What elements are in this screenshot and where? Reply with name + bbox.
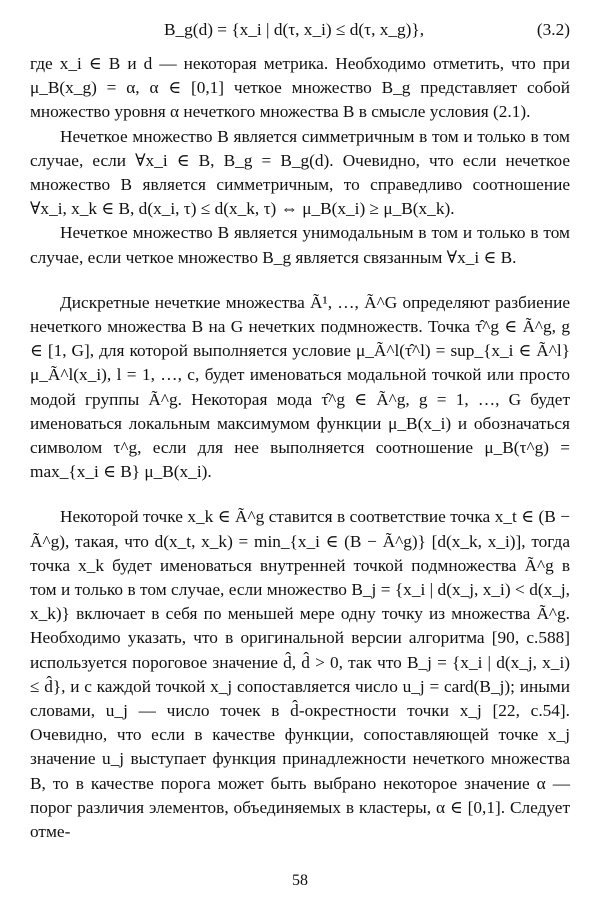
formula-row [30, 14, 570, 44]
paragraph-3: Нечеткое множество B является унимодальным в том и только в том случае, если четкое множество B_g является связанным ∀x_i ∈ B. [30, 223, 570, 267]
page-number: 58 [292, 872, 308, 889]
body-text [30, 52, 570, 844]
paragraph-5: Некоторой точке x_k ∈ Ã^g ставится в соответствие точка x_t ∈ (B − Ã^g), такая, что d(x_t, x_k) = min_{x_i ∈ (B − Ã^g)} [d(x_k, x_i)], тогда точка x_k будет именоваться внутренней точкой подмножества Ã^g в том и только в том случае, если множество B_j = {x_i | d(x_j, x_i) < d(x_j, x_k)} включает в себя по меньшей мере одну точку из множества Ã^g. Необходимо указать, что в оригинальной версии алгоритма [90, с.588] используется пороговое значение d̂, d̂ > 0, так что B_j = {x_i | d(x_j, x_i) ≤ d̂}, и с каждой точкой x_j сопоставляется число u_j = card(B_j); иными словами, u_j — число точек в d̂-окрестности точки x_j [22, с.54]. Очевидно, что если в качестве функции, сопоставляющей точке x_j значение u_j выступает функция принадлежности нечеткого множества B, то в качестве порога может быть выбрано некоторое значение α — порог различия элементов, объединяемых в кластеры, α ∈ [0,1]. Следует отме- [30, 507, 570, 842]
paragraph-1: где x_i ∈ B и d — некоторая метрика. Необходимо отметить, что при μ_B(x_g) = α, α ∈ [0,1] четкое множество B_g представляет собой множество уровня α нечеткого множества B в смысле условия (2.1). [30, 54, 570, 122]
paragraph-2: Нечеткое множество B является симметричным в том и только в том случае, если ∀x_i ∈ B, B_g = B_g(d). Очевидно, что если нечеткое множество B является симметричным, то справедливо соотношение ∀x_i, x_k ∈ B, d(x_i, τ) ≤ d(x_k, τ) ⇔ μ_B(x_i) ≥ μ_B(x_k). [30, 126, 570, 219]
formula-3-2: B_g(d) = {x_i | d(τ, x_i) ≤ d(τ, x_g)}, [164, 20, 425, 39]
equation-number: (3.2) [536, 20, 570, 39]
paragraph-4: Дискретные нечеткие множества Ã¹, …, Ã^G определяют разбиение нечеткого множества B на G нечетких подмножеств. Точка τ̂^g ∈ Ã^g, g ∈ [1, G], для которой выполняется условие μ_Ã^l(τ̂^l) = sup_{x_i ∈ Ã^l} μ_Ã^l(x_i), l = 1, …, c, будет именоваться модальной точкой или просто модой группы Ã^g. Некоторая мода τ̂^g ∈ Ã^g, g = 1, …, G будет именоваться локальным максимумом функции μ_B(x_i) и обозначаться символом τ^g, если для нее выполняется соотношение μ_B(τ^g) = max_{x_i ∈ B} μ_B(x_i). [30, 292, 570, 482]
